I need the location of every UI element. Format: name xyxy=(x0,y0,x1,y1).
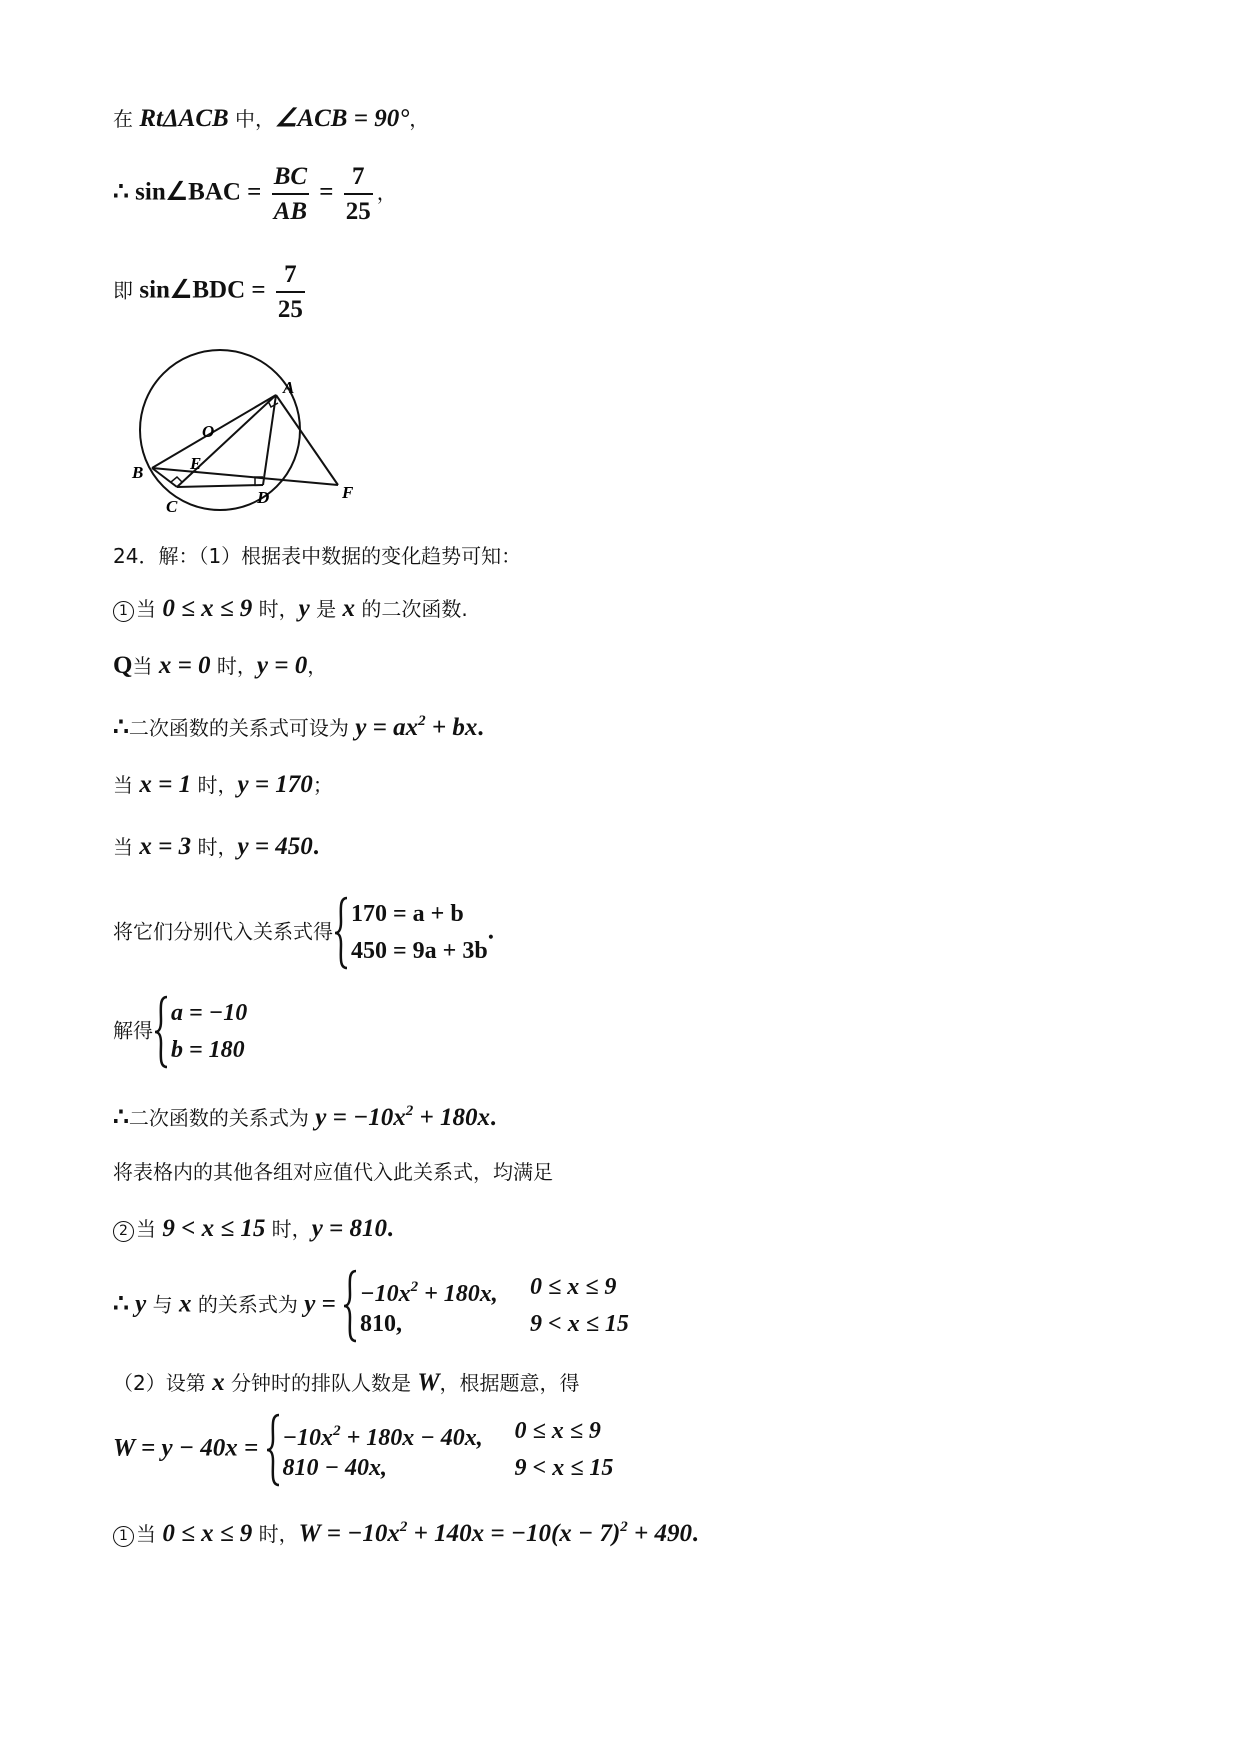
math-superscript: 2 xyxy=(333,1423,341,1439)
text-line-1 xyxy=(113,106,429,131)
text-shi: 时， xyxy=(210,654,257,678)
text-in: 在 xyxy=(113,107,140,131)
math-equals: = xyxy=(313,178,340,206)
text-queue: 分钟时的排队人数是 xyxy=(224,1371,418,1395)
segment-ca xyxy=(177,395,276,487)
piece-condition: 0 ≤ x ≤ 9 xyxy=(530,1274,617,1300)
piecewise-row-2 xyxy=(283,1450,623,1487)
geometry-figure xyxy=(120,345,370,520)
text-ji: 即 xyxy=(113,278,140,303)
text-shi: 时， xyxy=(191,773,238,797)
text-line-15 xyxy=(113,1269,640,1343)
math-superscript: 2 xyxy=(620,1519,628,1535)
math-y-eq-810: y = 810 xyxy=(311,1215,388,1242)
text-part2: （2）设第 xyxy=(113,1371,213,1395)
math-angle-acb: ∠ACB = 90° xyxy=(275,105,410,132)
text-shi: 时， xyxy=(265,1217,312,1241)
text-line-8 xyxy=(113,772,333,797)
label-b: B xyxy=(132,463,144,482)
text-assume: 二次函数的关系式可设为 xyxy=(128,716,356,740)
equation-system-1 xyxy=(333,896,488,970)
fraction-7-25 xyxy=(276,262,305,322)
math-superscript: 2 xyxy=(399,1519,408,1535)
math-y-eq-0: y = 0 xyxy=(256,652,308,679)
math-x-eq-0: x = 0 xyxy=(158,652,211,679)
left-brace xyxy=(153,995,169,1069)
text-line-18 xyxy=(113,1520,698,1547)
text-verify: 将表格内的其他各组对应值代入此关系式，均满足 xyxy=(113,1160,553,1184)
label-d: D xyxy=(257,488,270,507)
equation-row-1: 170 = a + b xyxy=(351,901,464,927)
math-range: 0 ≤ x ≤ 9 xyxy=(162,1520,253,1547)
left-brace xyxy=(342,1269,358,1343)
symbol-therefore: ∴ xyxy=(113,1104,129,1131)
text-dang: 当 xyxy=(136,1217,163,1241)
text-middle: 中， xyxy=(228,107,276,131)
text-line-13 xyxy=(113,1162,553,1183)
text-dang: 当 xyxy=(132,654,159,678)
text-relation: 二次函数的关系式为 xyxy=(128,1106,316,1130)
math-sin-bac: ∴ sin∠BAC = xyxy=(113,178,268,206)
text-solve: 解得 xyxy=(113,1018,153,1043)
math-y: y xyxy=(298,595,310,622)
equation-row-2: b = 180 xyxy=(171,1037,245,1063)
math-180x: + 180x xyxy=(413,1104,491,1131)
math-x: x xyxy=(212,1369,225,1396)
piecewise-w xyxy=(265,1413,623,1487)
fraction-bc-ab xyxy=(272,164,309,224)
math-rt-triangle: RtΔACB xyxy=(139,105,229,132)
piece-expr: −10x xyxy=(282,1425,334,1451)
math-y-eq-450: y = 450 xyxy=(237,833,313,860)
text-comma: ， xyxy=(376,180,397,205)
piece-condition: 9 < x ≤ 15 xyxy=(514,1455,614,1481)
fraction-numerator: 7 xyxy=(276,262,305,293)
segment-af xyxy=(276,395,338,485)
math-w-expr-mid: + 140x = −10(x − 7) xyxy=(407,1520,621,1547)
piece-expr: −10x xyxy=(360,1281,411,1307)
text-comma: ， xyxy=(409,107,430,131)
math-sin-bdc: sin∠BDC = xyxy=(139,276,272,304)
text-period: . xyxy=(490,1104,497,1131)
text-line-7 xyxy=(113,714,484,740)
symbol-therefore: ∴ xyxy=(113,714,129,741)
piece-expr: 810, xyxy=(360,1311,403,1337)
text-line-6 xyxy=(113,653,327,678)
text-shi2: 是 xyxy=(309,597,343,621)
math-x-eq-1: x = 1 xyxy=(139,771,192,798)
text-semicolon: ； xyxy=(312,773,333,797)
math-superscript: 2 xyxy=(405,1103,414,1119)
left-brace xyxy=(265,1413,281,1487)
fraction-numerator: BC xyxy=(272,164,309,195)
math-w-expr: W = −10x xyxy=(298,1520,400,1547)
label-a: A xyxy=(283,378,295,397)
piece-condition: 9 < x ≤ 15 xyxy=(530,1311,629,1337)
text-period: . xyxy=(487,917,494,945)
text-line-11 xyxy=(113,995,247,1069)
fraction-denominator: AB xyxy=(273,198,308,225)
math-y-eq: y = xyxy=(304,1290,343,1318)
segment-ad xyxy=(263,395,276,485)
math-w-eq: W = y − 40x = xyxy=(113,1434,265,1462)
text-shi: 时， xyxy=(191,835,238,859)
text-line-4 xyxy=(113,546,521,567)
text-shi: 时， xyxy=(252,597,299,621)
text-dang: 当 xyxy=(136,1522,163,1546)
text-line-2 xyxy=(113,164,397,224)
text-period: . xyxy=(692,1520,699,1547)
text-line-3 xyxy=(113,262,309,322)
piecewise-row-2 xyxy=(360,1306,640,1343)
circled-number: 2 xyxy=(113,1221,134,1242)
math-bx: + bx xyxy=(425,714,478,741)
fraction-numerator: 7 xyxy=(344,164,373,195)
math-y-eq: y = −10x xyxy=(315,1104,406,1131)
piecewise-row-1 xyxy=(360,1269,640,1306)
text-period: . xyxy=(477,714,484,741)
math-x: x xyxy=(342,595,355,622)
text-line-14 xyxy=(113,1216,393,1242)
text-shi: 时， xyxy=(252,1522,299,1546)
left-brace xyxy=(333,896,349,970)
math-x-eq-3: x = 3 xyxy=(139,833,192,860)
text-dang: 当 xyxy=(113,773,140,797)
label-o: O xyxy=(202,422,215,441)
text-line-10 xyxy=(113,896,494,970)
math-range: 0 ≤ x ≤ 9 xyxy=(162,595,253,622)
text-line-5 xyxy=(113,596,468,622)
text-dang: 当 xyxy=(113,835,140,859)
text-line-17 xyxy=(113,1413,623,1487)
piece-expr-tail: + 180x − 40x, xyxy=(340,1425,483,1451)
label-e: E xyxy=(190,454,202,473)
text-period: . xyxy=(387,1215,394,1242)
right-angle-c xyxy=(171,477,182,482)
segment-bf xyxy=(152,468,338,485)
math-range: 9 < x ≤ 15 xyxy=(162,1215,266,1242)
text-line-9 xyxy=(113,834,319,859)
fraction-denominator: 25 xyxy=(345,198,371,225)
math-y-ax: y = ax xyxy=(355,714,419,741)
text-dang: 当 xyxy=(136,597,163,621)
math-x: x xyxy=(178,1290,192,1318)
equation-row-2: 450 = 9a + 3b xyxy=(351,938,488,964)
equation-system-2 xyxy=(153,995,247,1069)
piece-condition: 0 ≤ x ≤ 9 xyxy=(514,1418,601,1444)
equation-row-1: a = −10 xyxy=(171,1000,248,1026)
circled-number: 1 xyxy=(113,601,134,622)
math-superscript: 2 xyxy=(418,713,426,729)
text-and: 与 xyxy=(146,1292,179,1317)
symbol-q: Q xyxy=(113,652,133,679)
text-according: ，根据题意，得 xyxy=(439,1371,580,1395)
piecewise-row-1 xyxy=(283,1413,623,1450)
label-f: F xyxy=(342,483,354,502)
circled-number: 1 xyxy=(113,1526,134,1547)
fraction-7-25 xyxy=(344,164,373,224)
math-w: W xyxy=(417,1369,440,1396)
text-quadratic: 的二次函数. xyxy=(355,597,468,621)
text-comma: ， xyxy=(307,654,328,678)
piece-expr-tail: + 180x, xyxy=(418,1281,498,1307)
math-y-eq-170: y = 170 xyxy=(237,771,313,798)
symbol-therefore: ∴ xyxy=(113,1290,136,1318)
label-c: C xyxy=(166,497,178,516)
piecewise-y xyxy=(342,1269,640,1343)
text-period: . xyxy=(312,833,320,860)
segment-cd xyxy=(177,485,263,487)
fraction-denominator: 25 xyxy=(277,296,303,323)
text-relation: 的关系式为 xyxy=(191,1292,305,1317)
piece-expr: 810 − 40x, xyxy=(282,1455,388,1481)
text-line-16 xyxy=(113,1370,580,1395)
math-superscript: 2 xyxy=(410,1279,419,1295)
solution-heading: 24．解：（1）根据表中数据的变化趋势可知： xyxy=(113,544,522,568)
text-line-12 xyxy=(113,1104,496,1130)
math-y: y xyxy=(135,1290,147,1318)
text-substitute: 将它们分别代入关系式得 xyxy=(113,919,333,944)
math-w-expr-tail: + 490 xyxy=(627,1520,693,1547)
